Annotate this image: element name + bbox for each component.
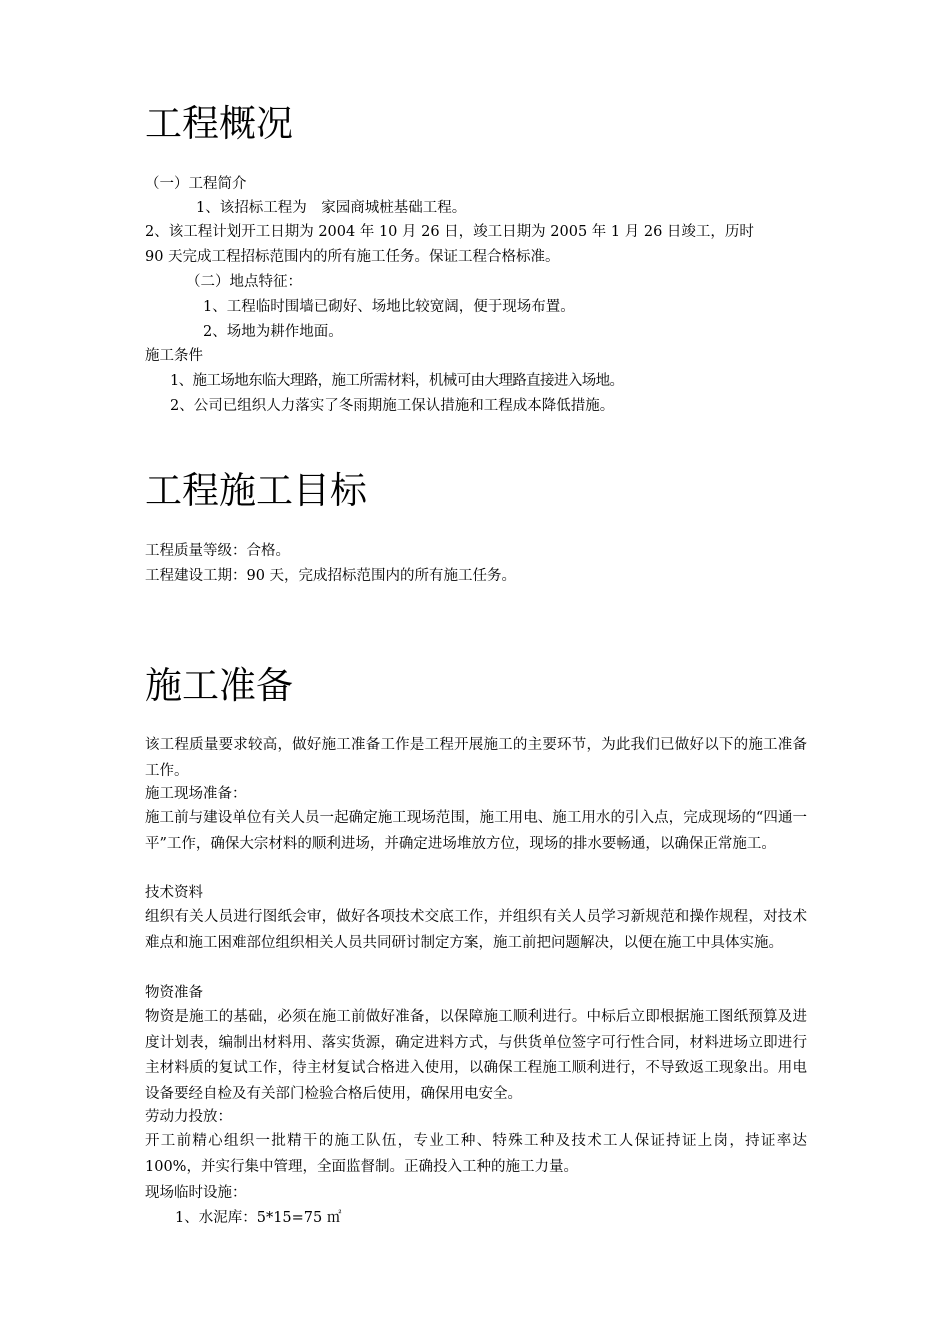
goal-quality: 工程质量等级：合格。 (145, 543, 290, 559)
heading-preparation: 施工准备 (145, 664, 293, 707)
overview-intro-label: （一）工程简介 (145, 176, 247, 192)
material-label: 物资准备 (145, 985, 203, 1001)
temp-facilities-label: 现场临时设施： (145, 1185, 247, 1201)
labor-text: 开工前精心组织一批精干的施工队伍，专业工种、特殊工种及技术工人保证持证上岗，持证率达 100%，并实行集中管理，全面监督制。正确投入工种的施工力量。 (145, 1133, 807, 1175)
site-feature-1: 1、工程临时围墙已砌好、场地比较宽阔，便于现场布置。 (203, 299, 575, 315)
material-text: 物资是施工的基础，必须在施工前做好准备，以保障施工顺利进行。中标后立即根据施工图纸预算及进度计划表，编制出材料用、落实货源，确定进料方式，与供货单位签字可行性合同，材料进场立即进行主材料质的复试工作，待主材复试合格进入使用，以确保工程施工顺利进行，不导致返工现象出。用电设备要经自检及有关部门检验合格后使用，确保用电安全。 (145, 1009, 807, 1102)
heading-goals: 工程施工目标 (145, 469, 367, 512)
condition-2: 2、公司已组织人力落实了冬雨期施工保认措施和工程成本降低措施。 (170, 398, 615, 414)
overview-item-2-line-1: 2、该工程计划开工日期为 2004 年 10 月 26 日，竣工日期为 2005 年 1 月 26 日竣工，历时 (145, 224, 754, 240)
goal-period: 工程建设工期：90 天，完成招标范围内的所有施工任务。 (145, 568, 517, 584)
temp-facility-1: 1、水泥库：5*15=75 ㎡ (175, 1210, 342, 1226)
site-prep-text: 施工前与建设单位有关人员一起确定施工现场范围，施工用电、施工用水的引入点，完成现场的“四通一平”工作，确保大宗材料的顺利进场，并确定进场堆放方位，现场的排水要畅通，以确保正常施工。 (145, 810, 807, 852)
preparation-intro: 该工程质量要求较高，做好施工准备工作是工程开展施工的主要环节，为此我们已做好以下的施工准备工作。 (145, 737, 807, 779)
labor-label: 劳动力投放： (145, 1109, 232, 1125)
site-features-label: （二）地点特征： (186, 274, 302, 290)
overview-item-2-line-2: 90 天完成工程招标范围内的所有施工任务。保证工程合格标准。 (145, 249, 560, 265)
tech-label: 技术资料 (145, 885, 203, 901)
overview-item-1: 1、该招标工程为 家园商城桩基础工程。 (196, 200, 467, 216)
heading-overview: 工程概况 (145, 102, 293, 145)
tech-text: 组织有关人员进行图纸会审，做好各项技术交底工作，并组织有关人员学习新规范和操作规程，对技术难点和施工困难部位组织相关人员共同研讨制定方案，施工前把问题解决，以便在施工中具体实施。 (145, 909, 807, 951)
condition-1: 1、施工场地东临大理路，施工所需材料，机械可由大理路直接进入场地。 (170, 373, 624, 389)
conditions-label: 施工条件 (145, 348, 203, 364)
site-prep-label: 施工现场准备： (145, 786, 247, 802)
site-feature-2: 2、场地为耕作地面。 (203, 324, 343, 340)
